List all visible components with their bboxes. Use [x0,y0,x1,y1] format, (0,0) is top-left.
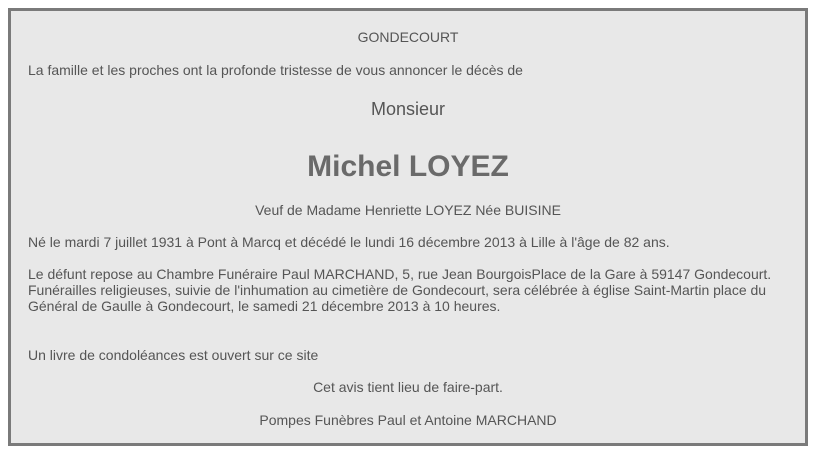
notice-funeral: Funérailles religieuses, suivie de l'inhumation au cimetière de Gondecourt, sera célébrée à église Saint-Martin place du Général de Gaulle à Gondecourt, le samedi 21 décembre 2013 à 10 heures. [28,282,767,314]
notice-arrangements [28,266,788,314]
notice-spouse: Veuf de Madame Henriette LOYEZ Née BUISINE [255,202,561,218]
notice-intro: La famille et les proches ont la profonde tristesse de vous annoncer le décès de [28,62,523,78]
deceased-name: Michel LOYEZ [307,150,509,183]
notice-announcement-note: Cet avis tient lieu de faire-part. [313,379,503,395]
notice-signature: Pompes Funèbres Paul et Antoine MARCHAND [259,412,557,428]
notice-civility: Monsieur [370,99,446,119]
notice-place: GONDECOURT [357,29,459,45]
notice-birth-death: Né le mardi 7 juillet 1931 à Pont à Marcq et décédé le lundi 16 décembre 2013 à Lille à l'âge de 82 ans. [28,234,670,250]
notice-condolences: Un livre de condoléances est ouvert sur ce site [28,347,319,363]
notice-resting-place: Le défunt repose au Chambre Funéraire Paul MARCHAND, 5, rue Jean BourgoisPlace de la Gare à 59147 Gondecourt. [28,266,772,282]
death-notice [8,8,808,446]
